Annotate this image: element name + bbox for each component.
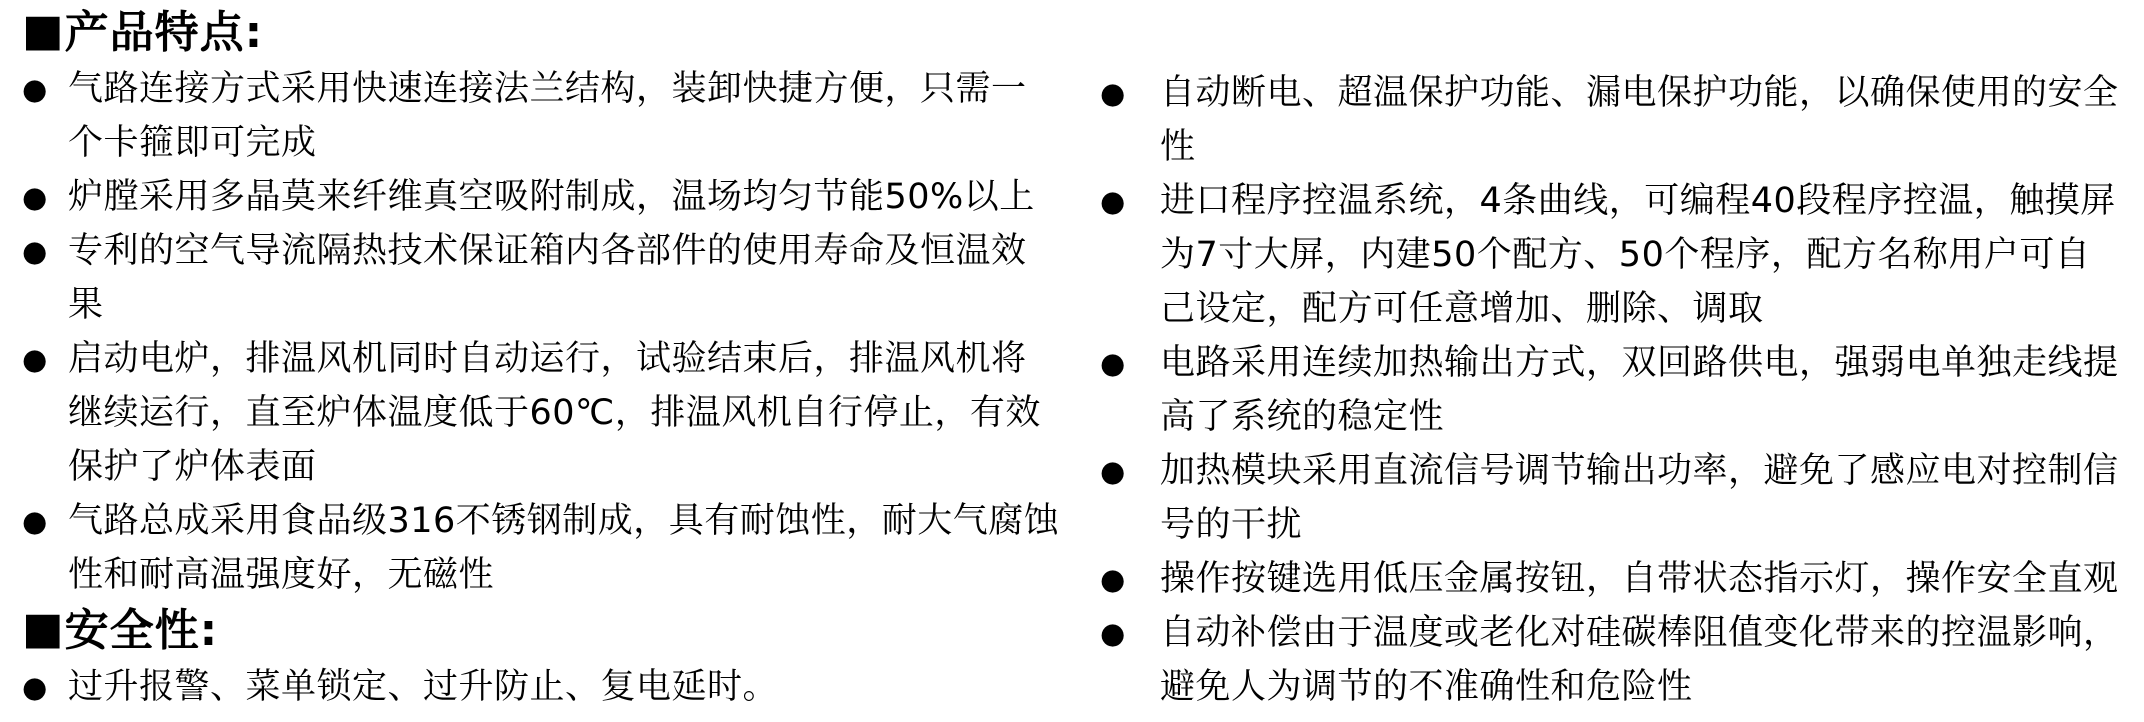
bullet-icon: ●	[22, 342, 48, 376]
black-square-icon: ■	[22, 5, 65, 56]
bullet-icon: ●	[1100, 562, 1126, 596]
right-column	[1100, 4, 2124, 714]
list-item-text: 炉膛采用多晶莫来纤维真空吸附制成，温场均匀节能50%以上	[68, 177, 1035, 217]
list-item	[22, 660, 1060, 714]
list-item	[1100, 552, 2124, 606]
black-square-icon: ■	[22, 603, 65, 654]
bullet-icon: ●	[1100, 346, 1126, 380]
list-item	[1100, 336, 2124, 444]
bullet-icon: ●	[22, 72, 48, 106]
list-item-text: 过升报警、菜单锁定、过升防止、复电延时。	[68, 667, 779, 707]
list-item-text: 气路总成采用食品级316不锈钢制成，具有耐蚀性，耐大气腐蚀性和耐高温强度好，无磁性	[68, 501, 1060, 595]
list-item	[22, 170, 1060, 224]
bullet-icon: ●	[1100, 76, 1126, 110]
bullet-icon: ●	[22, 504, 48, 538]
list-item-text: 进口程序控温系统，4条曲线，可编程40段程序控温，触摸屏为7寸大屏，内建50个配方、50个程序，配方名称用户可自己设定，配方可任意增加、删除、调取	[1160, 181, 2116, 329]
list-item	[1100, 444, 2124, 552]
features-list	[22, 62, 1060, 602]
list-item	[1100, 66, 2124, 174]
features-heading-label: 产品特点:	[64, 7, 264, 58]
list-item	[22, 224, 1060, 332]
features-list-right	[1100, 66, 2124, 714]
bullet-icon: ●	[1100, 616, 1126, 650]
list-item-text: 操作按键选用低压金属按钮，自带状态指示灯，操作安全直观	[1160, 559, 2119, 599]
bullet-icon: ●	[1100, 184, 1126, 218]
safety-list	[22, 660, 1060, 714]
list-item	[1100, 606, 2124, 714]
bullet-icon: ●	[1100, 454, 1126, 488]
list-item	[22, 332, 1060, 494]
bullet-icon: ●	[22, 234, 48, 268]
list-item-text: 自动断电、超温保护功能、漏电保护功能，以确保使用的安全性	[1160, 73, 2119, 167]
bullet-icon: ●	[22, 670, 48, 704]
list-item	[22, 62, 1060, 170]
safety-heading	[22, 602, 1060, 660]
list-item-text: 专利的空气导流隔热技术保证箱内各部件的使用寿命及恒温效果	[68, 231, 1027, 325]
list-item-text: 电路采用连续加热输出方式，双回路供电，强弱电单独走线提高了系统的稳定性	[1160, 343, 2119, 437]
list-item-text: 启动电炉，排温风机同时自动运行，试验结束后，排温风机将继续运行，直至炉体温度低于60℃，排温风机自行停止，有效保护了炉体表面	[68, 339, 1041, 487]
bullet-icon: ●	[22, 180, 48, 214]
list-item	[1100, 174, 2124, 336]
list-item	[22, 494, 1060, 602]
list-item-text: 加热模块采用直流信号调节输出功率，避免了感应电对控制信号的干扰	[1160, 451, 2119, 545]
features-heading	[22, 4, 1060, 62]
left-column	[22, 4, 1060, 714]
list-item-text: 气路连接方式采用快速连接法兰结构，装卸快捷方便，只需一个卡箍即可完成	[68, 69, 1027, 163]
list-item-text: 自动补偿由于温度或老化对硅碳棒阻值变化带来的控温影响，避免人为调节的不准确性和危险性	[1160, 613, 2119, 707]
safety-heading-label: 安全性:	[64, 605, 219, 656]
